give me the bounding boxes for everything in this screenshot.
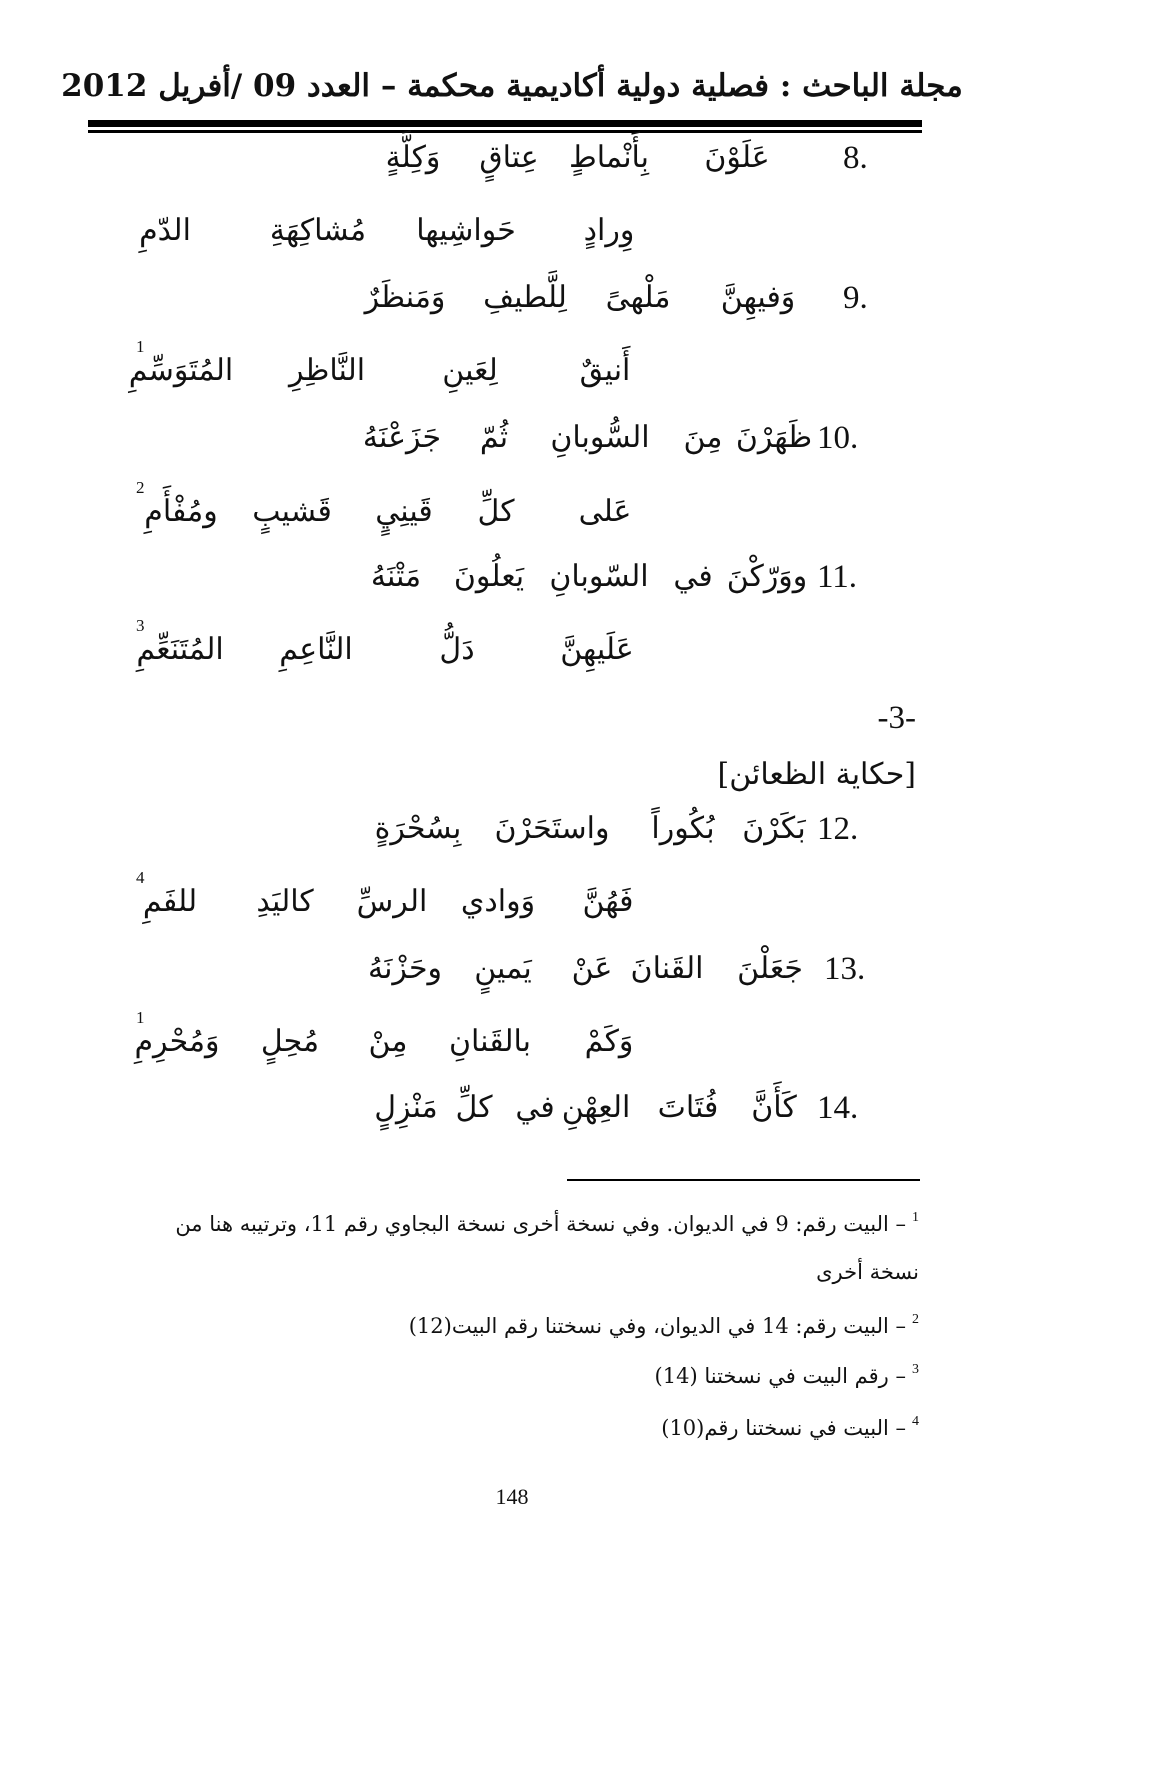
verse-word: حَواشِيها: [416, 213, 516, 248]
verse-word: عَلَيهِنَّ: [560, 632, 634, 667]
verse-word: كاليَدِ: [256, 884, 314, 919]
footnote-text: – البيت رقم: 14 في الديوان، وفي نسختنا رقم البيت(12): [408, 1314, 906, 1338]
verse-word: فَهُنَّ: [582, 884, 634, 919]
verse-10-line-1: [0, 408, 1024, 468]
footnote-reference: 4: [136, 868, 145, 887]
verse-word: ومُفْأَمِ: [144, 494, 218, 529]
verse-word: فُتَاتَ: [657, 1090, 719, 1125]
verse-word: بُكُوراً: [651, 811, 715, 846]
verse-word: بالقَنانِ: [448, 1024, 532, 1059]
verse-word: مُحِلٍ: [260, 1024, 320, 1059]
footnote-reference: 1: [136, 337, 145, 356]
verse-8-line-2: [0, 201, 1024, 261]
footnote-text: – رقم البيت في نسختنا (14): [654, 1364, 906, 1388]
verse-word: وَوادي: [460, 884, 536, 919]
verse-word: وِرادٍ: [583, 213, 635, 248]
footnote-reference: 2: [136, 478, 145, 497]
verse-word: وَمُحْرِمِ: [134, 1024, 220, 1059]
header-rule-thick: [88, 120, 922, 127]
footnote-2: [409, 1306, 919, 1340]
verse-9-line-1: [0, 268, 1024, 328]
footnote-1-continuation: نسخة أخرى: [816, 1260, 919, 1284]
verse-word: لِعَينِ: [442, 353, 498, 388]
verse-word: المُتَوَسِّمِ: [128, 353, 234, 388]
verse-word: العِهْنِ: [561, 1090, 631, 1125]
verse-word: ثُمّ: [479, 420, 509, 455]
verse-word: قَشيبٍ: [252, 494, 332, 529]
verse-word: القَنانَ: [630, 951, 704, 986]
verse-word: المُتَنَعِّمِ: [136, 632, 224, 667]
footnote-mark: 4: [912, 1414, 919, 1429]
verse-word: النَّاعِمِ: [279, 632, 353, 667]
verse-word: مَلْهىً: [605, 280, 671, 315]
verse-11-line-2: [0, 616, 1024, 680]
verse-number: 11.: [817, 559, 858, 595]
verse-11-line-1: [0, 547, 1024, 607]
verse-number: 13.: [824, 951, 866, 987]
verse-12-line-1: [0, 799, 1024, 859]
verse-word: مَتْنَهُ: [370, 559, 422, 594]
verse-word: ووَرّكْنَ: [726, 559, 808, 594]
verse-word: ظَهَرْنَ: [735, 420, 813, 455]
footnote-4: [661, 1408, 919, 1442]
verse-word: قَينِيٍ: [375, 494, 433, 529]
verse-word: وَكِلَّةٍ: [385, 140, 441, 175]
verse-10-line-2: [0, 478, 1024, 542]
verse-word: للفَمِ: [142, 884, 198, 919]
verse-word: الرسِّ: [356, 884, 428, 919]
verse-word: عِتاقٍ: [479, 140, 539, 175]
verse-word: وَمَنظَرٌ: [364, 280, 446, 315]
footnote-separator: [567, 1179, 920, 1181]
verse-word: كلِّ: [455, 1090, 493, 1125]
verse-word: الدّمِ: [139, 213, 191, 248]
verse-word: أَنيقٌ: [579, 353, 631, 388]
verse-word: عَنْ: [571, 951, 613, 986]
verse-word: في: [515, 1090, 555, 1125]
verse-word: وحَزْنَهُ: [367, 951, 443, 986]
verse-word: كَأَنَّ: [751, 1090, 797, 1125]
verse-word: السّوبانِ: [549, 559, 649, 594]
verse-word: جَعَلْنَ: [737, 951, 803, 986]
verse-word: مُشاكِهَةِ: [269, 213, 367, 248]
footnote-mark: 3: [912, 1362, 919, 1377]
verse-number: 12.: [817, 811, 859, 847]
footnote-reference: 3: [136, 616, 145, 635]
verse-word: بِأَنْماطٍ: [568, 140, 650, 175]
verse-12-line-2: [0, 868, 1024, 932]
footnote-mark: 2: [912, 1312, 919, 1327]
verse-13-line-2: [0, 1008, 1024, 1072]
verse-word: يَمينٍ: [474, 951, 532, 986]
verse-word: وَفيهِنَّ: [720, 280, 796, 315]
verse-8-line-1: [0, 128, 1024, 188]
verse-word: كلِّ: [477, 494, 515, 529]
verse-word: جَزَعْنَهُ: [362, 420, 442, 455]
footnote-1: [175, 1204, 919, 1238]
verse-number: 9.: [843, 280, 868, 316]
footnote-reference: 1: [136, 1008, 145, 1027]
verse-word: بَكَرْنَ: [742, 811, 806, 846]
verse-9-line-2: [0, 337, 1024, 401]
verse-word: مَنْزِلٍ: [374, 1090, 438, 1125]
section-title: [حكاية الظعائن]: [717, 757, 916, 792]
verse-word: عَلَوْنَ: [704, 140, 770, 175]
verse-word: يَعلُونَ: [453, 559, 525, 594]
footnote-3: [655, 1356, 919, 1390]
section-number: -3-: [877, 700, 916, 736]
verse-14-line-1: [0, 1078, 1024, 1138]
journal-header-title: مجلة الباحث : فصلية دولية أكاديمية محكمة – العدد 09 /أفريل 2012: [61, 68, 963, 104]
verse-word: وَكَمْ: [584, 1024, 634, 1059]
page-number: 148: [495, 1484, 529, 1509]
verse-word: واستَحَرْنَ: [494, 811, 610, 846]
verse-word: بِسُحْرَةٍ: [374, 811, 462, 846]
verse-word: دَلُّ: [439, 632, 475, 667]
verse-word: لِلَّطيفِ: [483, 280, 567, 315]
footnote-text: – البيت رقم: 9 في الديوان. وفي نسخة أخرى نسخة البجاوي رقم 11، وترتيبه هنا من: [175, 1212, 906, 1236]
verse-word: مِنَ: [683, 420, 723, 455]
verse-word: مِنْ: [368, 1024, 408, 1059]
verse-number: 8.: [843, 140, 868, 176]
verse-word: النَّاظِرِ: [288, 353, 366, 388]
verse-word: السُّوبانِ: [550, 420, 650, 455]
verse-number: 10.: [817, 420, 859, 456]
verse-word: عَلى: [578, 494, 632, 529]
footnote-text: – البيت في نسختنا رقم(10): [661, 1416, 906, 1440]
verse-word: في: [673, 559, 713, 594]
verse-13-line-1: [0, 939, 1024, 999]
verse-number: 14.: [817, 1090, 859, 1126]
footnote-mark: 1: [912, 1210, 919, 1225]
